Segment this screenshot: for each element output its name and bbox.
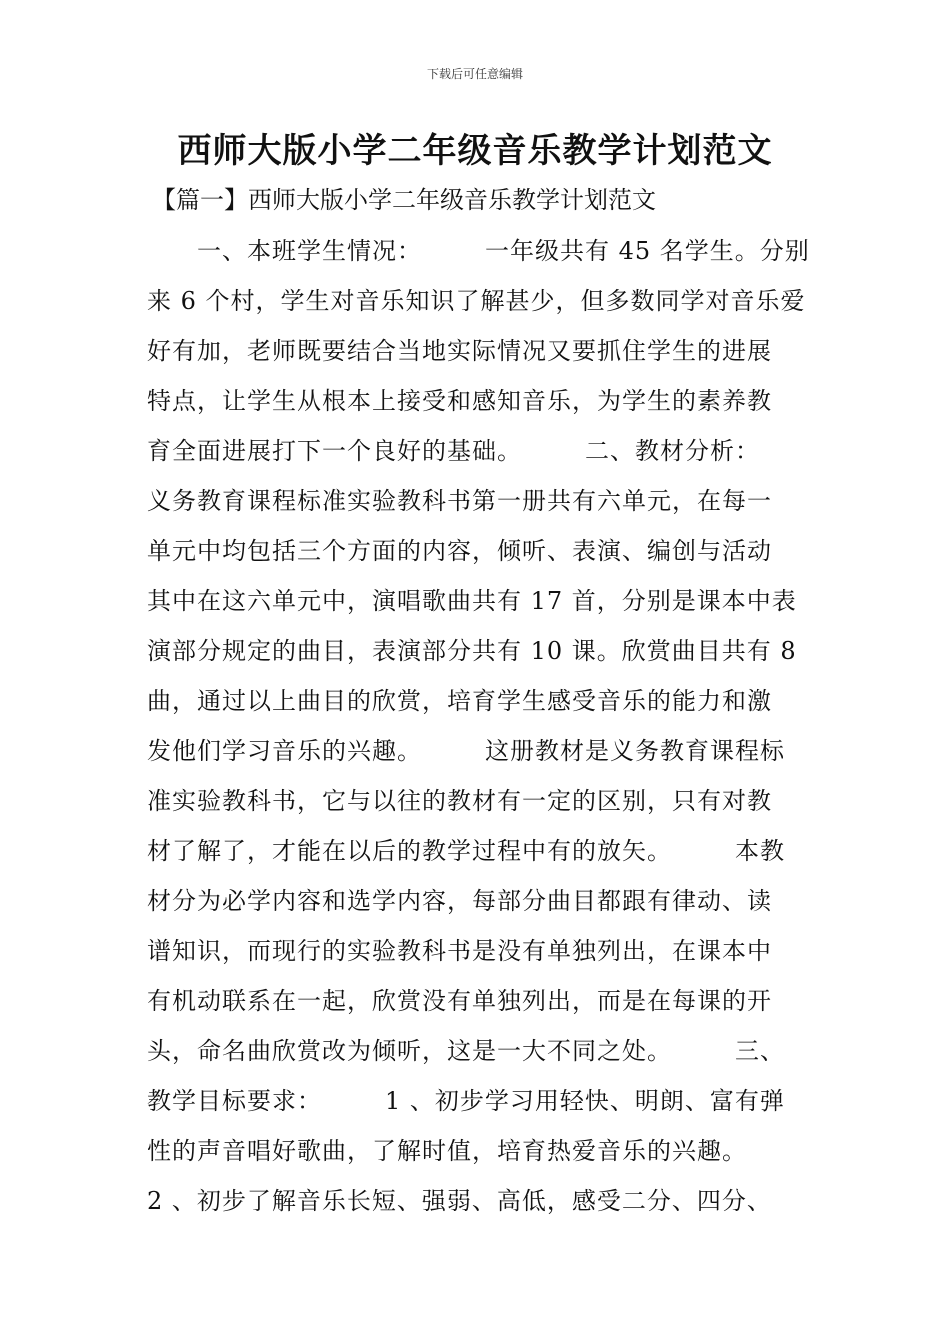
text-line: 好有加，老师既要结合当地实际情况又要抓住学生的进展 <box>147 337 772 365</box>
text-line: 2 、初步了解音乐长短、强弱、高低，感受二分、四分、 <box>147 1187 772 1215</box>
section-heading: 【篇一】西师大版小学二年级音乐教学计划范文 <box>152 186 656 214</box>
text-line: 单元中均包括三个方面的内容，倾听、表演、编创与活动 <box>147 537 772 565</box>
text-line: 曲，通过以上曲目的欣赏，培育学生感受音乐的能力和激 <box>147 687 772 715</box>
text-line: 演部分规定的曲目，表演部分共有 10 课。欣赏曲目共有 8 <box>147 637 797 665</box>
text-line: 义务教育课程标准实验教科书第一册共有六单元，在每一 <box>147 487 772 515</box>
text-line: 特点，让学生从根本上接受和感知音乐，为学生的素养教 <box>147 387 772 415</box>
text-line: 材分为必学内容和选学内容，每部分曲目都跟有律动、读 <box>147 887 772 915</box>
text-line: 来 6 个村，学生对音乐知识了解甚少，但多数同学对音乐爱 <box>147 287 806 315</box>
text-line: 性的声音唱好歌曲，了解时值，培育热爱音乐的兴趣。 <box>147 1137 747 1165</box>
body-text <box>147 226 817 1226</box>
text-line: 有机动联系在一起，欣赏没有单独列出，而是在每课的开 <box>147 987 772 1015</box>
text-line: 一、本班学生情况： 一年级共有 45 名学生。分别 <box>147 237 810 265</box>
text-line: 教学目标要求： 1 、初步学习用轻快、明朗、富有弹 <box>147 1087 785 1115</box>
document-title: 西师大版小学二年级音乐教学计划范文 <box>177 131 773 171</box>
text-line: 育全面进展打下一个良好的基础。 二、教材分析： <box>147 437 760 465</box>
text-line: 准实验教科书，它与以往的教材有一定的区别，只有对教 <box>147 787 772 815</box>
page-header-note: 下载后可任意编辑 <box>426 67 523 81</box>
text-line: 谱知识，而现行的实验教科书是没有单独列出，在课本中 <box>147 937 772 965</box>
text-line: 其中在这六单元中，演唱歌曲共有 17 首，分别是课本中表 <box>147 587 797 615</box>
text-line: 发他们学习音乐的兴趣。 这册教材是义务教育课程标 <box>147 737 785 765</box>
text-line: 材了解了，才能在以后的教学过程中有的放矢。 本教 <box>147 837 785 865</box>
text-line: 头，命名曲欣赏改为倾听，这是一大不同之处。 三、 <box>147 1037 785 1065</box>
